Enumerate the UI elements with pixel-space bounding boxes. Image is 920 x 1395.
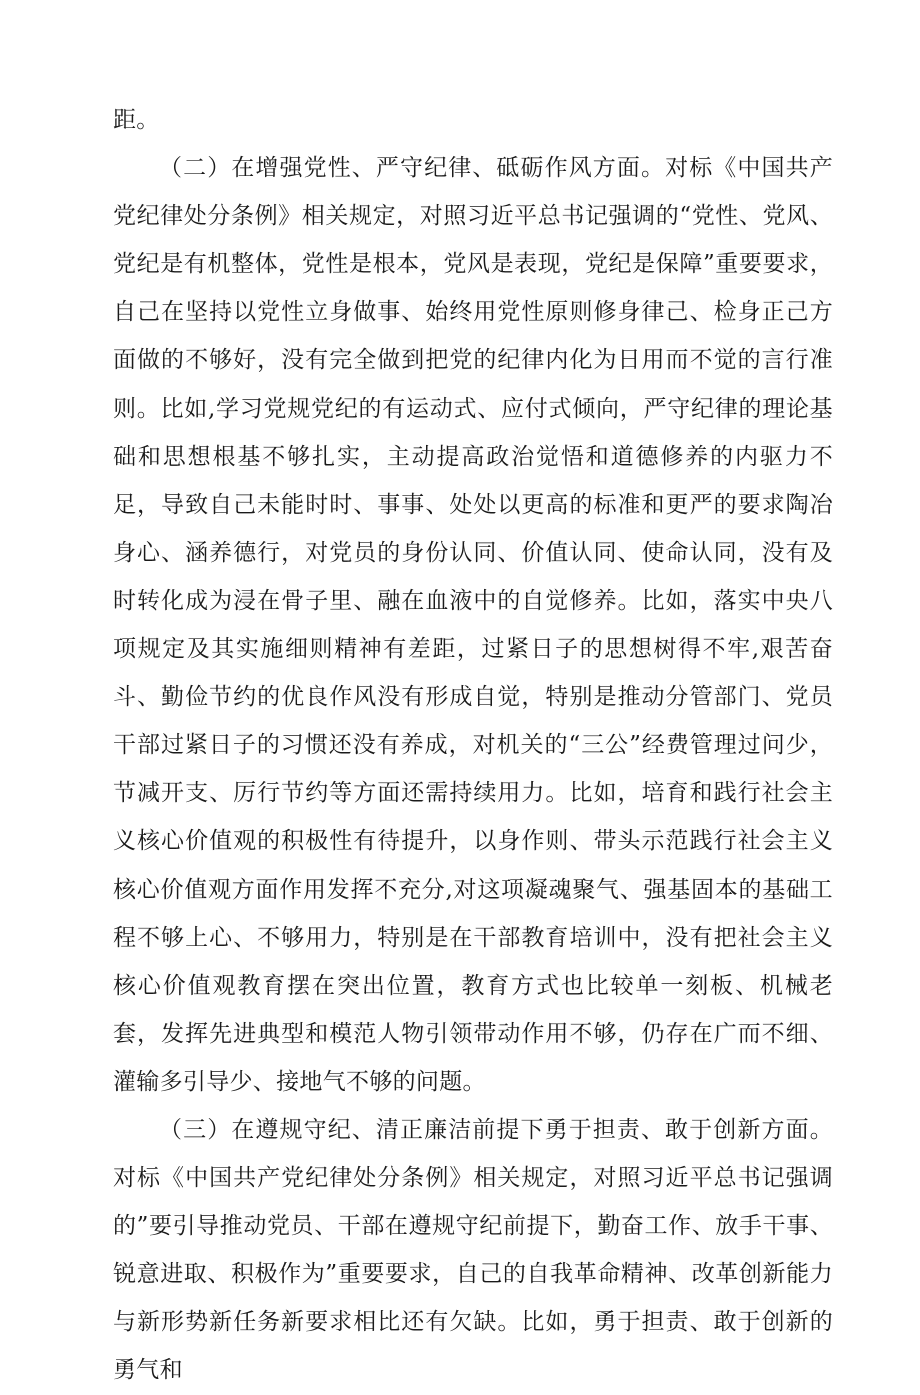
paragraph-section-two: （二）在增强党性、严守纪律、砥砺作风方面。对标《中国共产党纪律处分条例》相关规定，对照习近平总书记强调的“党性、党风、党纪是有机整体，党性是根本，党风是表现，党纪是保障”重要要求，自己在坚持以党性立身做事、始终用党性原则修身律己、检身正己方面做的不够好，没有完全做到把党的纪律内化为日用而不觉的言行准则。比如,学习党规党纪的有运动式、应付式倾向，严守纪律的理论基础和思想根基不够扎实，主动提高政治觉悟和道德修养的内驱力不足，导致自己未能时时、事事、处处以更高的标准和更严的要求陶冶身心、涵养德行，对党员的身份认同、价值认同、使命认同，没有及时转化成为浸在骨子里、融在血液中的自觉修养。比如，落实中央八项规定及其实施细则精神有差距，过紧日子的思想树得不牢,艰苦奋斗、勤俭节约的优良作风没有形成自觉，特别是推动分管部门、党员干部过紧日子的习惯还没有养成，对机关的“三公”经费管理过问少，节减开支、厉行节约等方面还需持续用力。比如，培育和践行社会主义核心价值观的积极性有待提升，以身作则、带头示范践行社会主义核心价值观方面作用发挥不充分,对这项凝魂聚气、强基固本的基础工程不够上心、不够用力，特别是在干部教育培训中，没有把社会主义核心价值观教育摆在突出位置，教育方式也比较单一刻板、机械老套，发挥先进典型和模范人物引领带动作用不够，仍存在广而不细、灌输多引导少、接地气不够的问题。	[113, 155, 833, 1095]
document-page	[113, 96, 833, 1395]
paragraph-continuation: 距。	[113, 107, 160, 133]
paragraph-section-three: （三）在遵规守纪、清正廉洁前提下勇于担责、敢于创新方面。对标《中国共产党纪律处分条例》相关规定，对照习近平总书记强调的”要引导推动党员、干部在遵规守纪前提下，勤奋工作、放手干事、锐意进取、积极作为”重要要求，自己的自我革命精神、改革创新能力与新形势新任务新要求相比还有欠缺。比如，勇于担责、敢于创新的勇气和	[113, 1116, 833, 1384]
